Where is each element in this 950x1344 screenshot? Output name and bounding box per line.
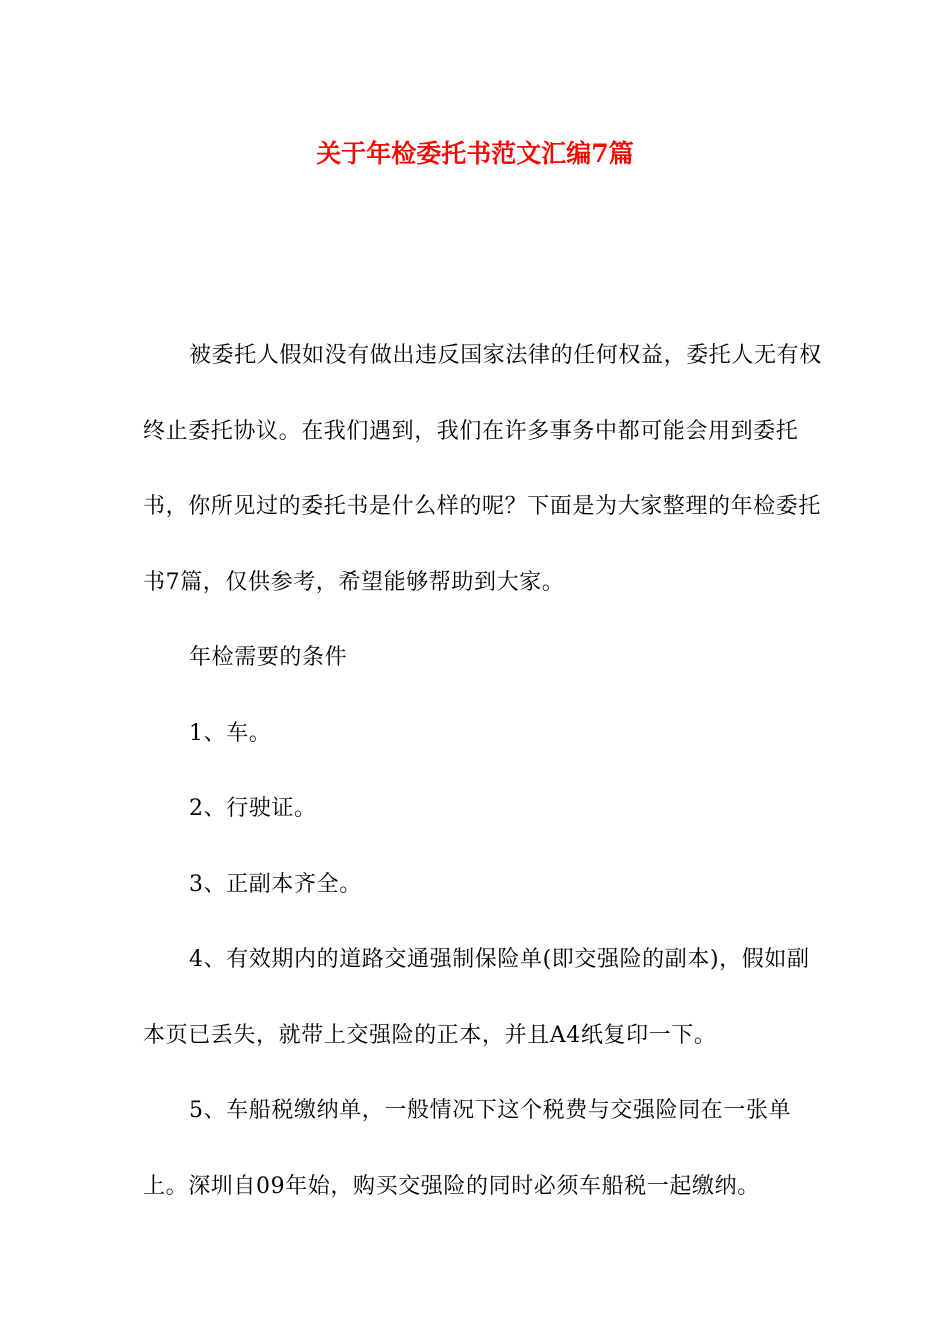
list-item-4: 4、有效期内的道路交通强制保险单(即交强险的副本)，假如副本页已丢失，就带上交强险的正本，并且A4纸复印一下。 — [143, 947, 810, 1048]
paragraph-intro: 被委托人假如没有做出违反国家法律的任何权益，委托人无有权终止委托协议。在我们遇到，我们在许多事务中都可能会用到委托书，你所见过的委托书是什么样的呢？下面是为大家整理的年检委托书7篇，仅供参考，希望能够帮助到大家。 — [143, 343, 822, 595]
document-title: 关于年检委托书范文汇编7篇 — [316, 139, 634, 168]
list-item-2: 2、行驶证。 — [189, 796, 317, 821]
document-body — [143, 318, 823, 1224]
list-item-1: 1、车。 — [189, 720, 272, 746]
paragraph-heading-conditions: 年检需要的条件 — [189, 645, 348, 670]
list-item-3: 3、正副本齐全。 — [189, 871, 362, 897]
list-item-5: 5、车船税缴纳单，一般情况下这个税费与交强险同在一张单上。深圳自09年始，购买交强险的同时必须车船税一起缴纳。 — [143, 1098, 792, 1199]
